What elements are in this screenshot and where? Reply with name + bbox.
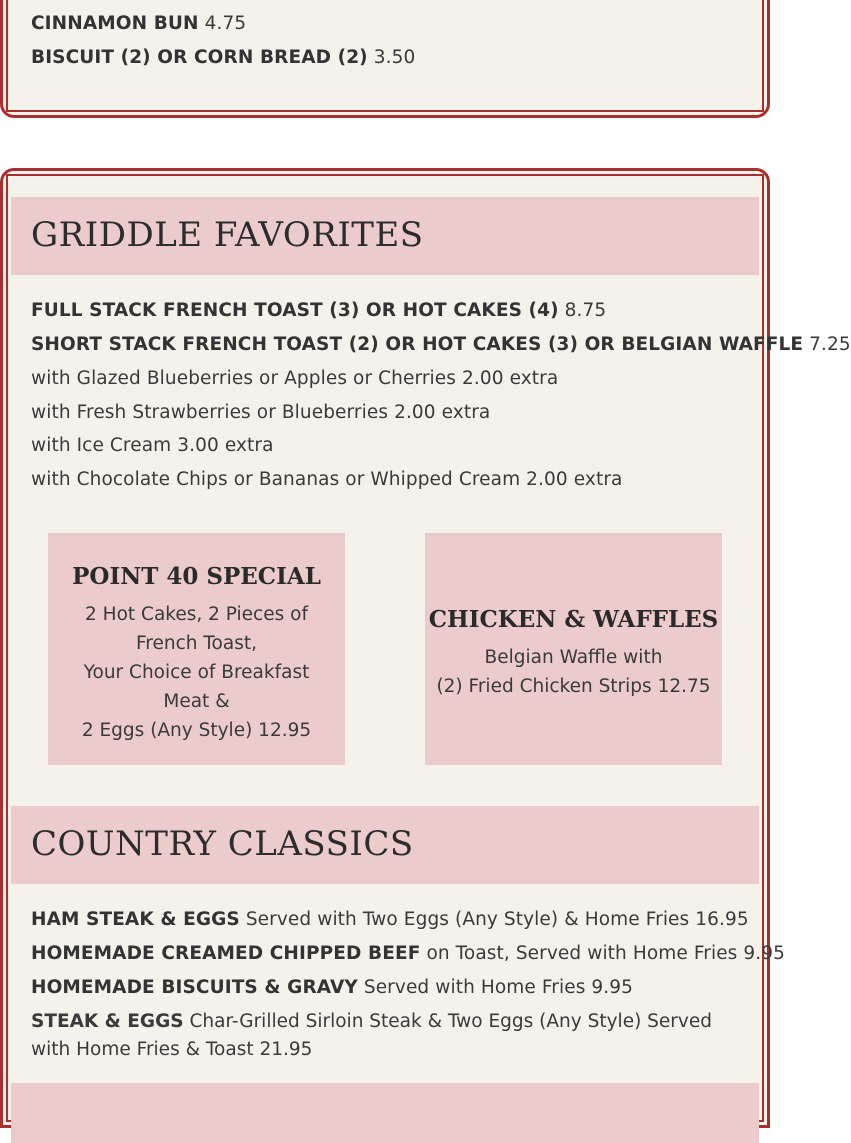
breakfast-sides-panel [0, 0, 770, 118]
menu-item-price: 3.50 [373, 47, 416, 68]
menu-item [31, 1008, 731, 1064]
menu-item-name: SHORT STACK FRENCH TOAST (2) OR HOT CAKES (3) OR BELGIAN WAFFLE [31, 334, 804, 355]
section-header-griddle [11, 197, 759, 275]
special-line: Your Choice of Breakfast [83, 662, 310, 683]
special-title: CHICKEN & WAFFLES [428, 606, 719, 633]
extra-option: with Fresh Strawberries or Blueberries 2.00 extra [31, 402, 491, 423]
menu-item-description: Served with Home Fries 9.95 [363, 977, 634, 998]
menu-item-name: HOMEMADE BISCUITS & GRAVY [31, 977, 358, 998]
special-line: 2 Hot Cakes, 2 Pieces of [85, 604, 308, 625]
section-title: GRIDDLE FAVORITES [31, 215, 424, 255]
menu-item [31, 44, 415, 72]
menu-item-price: 8.75 [564, 300, 607, 321]
menu-item-description: Served with Two Eggs (Any Style) & Home Fries 16.95 [245, 909, 749, 930]
menu-item-description: on Toast, Served with Home Fries 9.95 [426, 943, 785, 964]
menu-item-name: STEAK & EGGS [31, 1011, 184, 1032]
extra-option: with Ice Cream 3.00 extra [31, 435, 274, 456]
special-box-point-40 [48, 533, 345, 765]
special-title: POINT 40 SPECIAL [72, 563, 321, 590]
menu-item-name: CINNAMON BUN [31, 13, 199, 34]
special-box-chicken-waffles [425, 533, 722, 765]
special-line: French Toast, [136, 633, 257, 654]
menu-item [31, 331, 851, 359]
extra-option: with Chocolate Chips or Bananas or Whipped Cream 2.00 extra [31, 469, 623, 490]
menu-item-name: FULL STACK FRENCH TOAST (3) OR HOT CAKES (4) [31, 300, 559, 321]
special-line: Belgian Waffle with [484, 647, 663, 668]
menu-item [31, 974, 633, 1002]
menu-item-price: 4.75 [204, 13, 247, 34]
menu-item [31, 10, 246, 38]
section-header-next [11, 1083, 759, 1143]
special-description [425, 643, 722, 701]
special-line: 2 Eggs (Any Style) 12.95 [81, 720, 312, 741]
menu-item-description: Char-Grilled Sirloin Steak & Two Eggs (Any Style) Served with Home Fries & Toast 21.95 [31, 1011, 712, 1060]
special-line: Meat & [163, 691, 230, 712]
menu-item [31, 940, 785, 968]
menu-item [31, 906, 749, 934]
menu-item-price: 7.25 [809, 334, 851, 355]
special-line: (2) Fried Chicken Strips 12.75 [436, 676, 711, 697]
menu-item [31, 297, 606, 325]
menu-item-name: HAM STEAK & EGGS [31, 909, 240, 930]
section-title: COUNTRY CLASSICS [31, 824, 414, 864]
extra-option: with Glazed Blueberries or Apples or Cherries 2.00 extra [31, 368, 559, 389]
section-header-country [11, 806, 759, 884]
menu-item-name: HOMEMADE CREAMED CHIPPED BEEF [31, 943, 421, 964]
special-description [48, 600, 345, 745]
menu-item-name: BISCUIT (2) OR CORN BREAD (2) [31, 47, 368, 68]
